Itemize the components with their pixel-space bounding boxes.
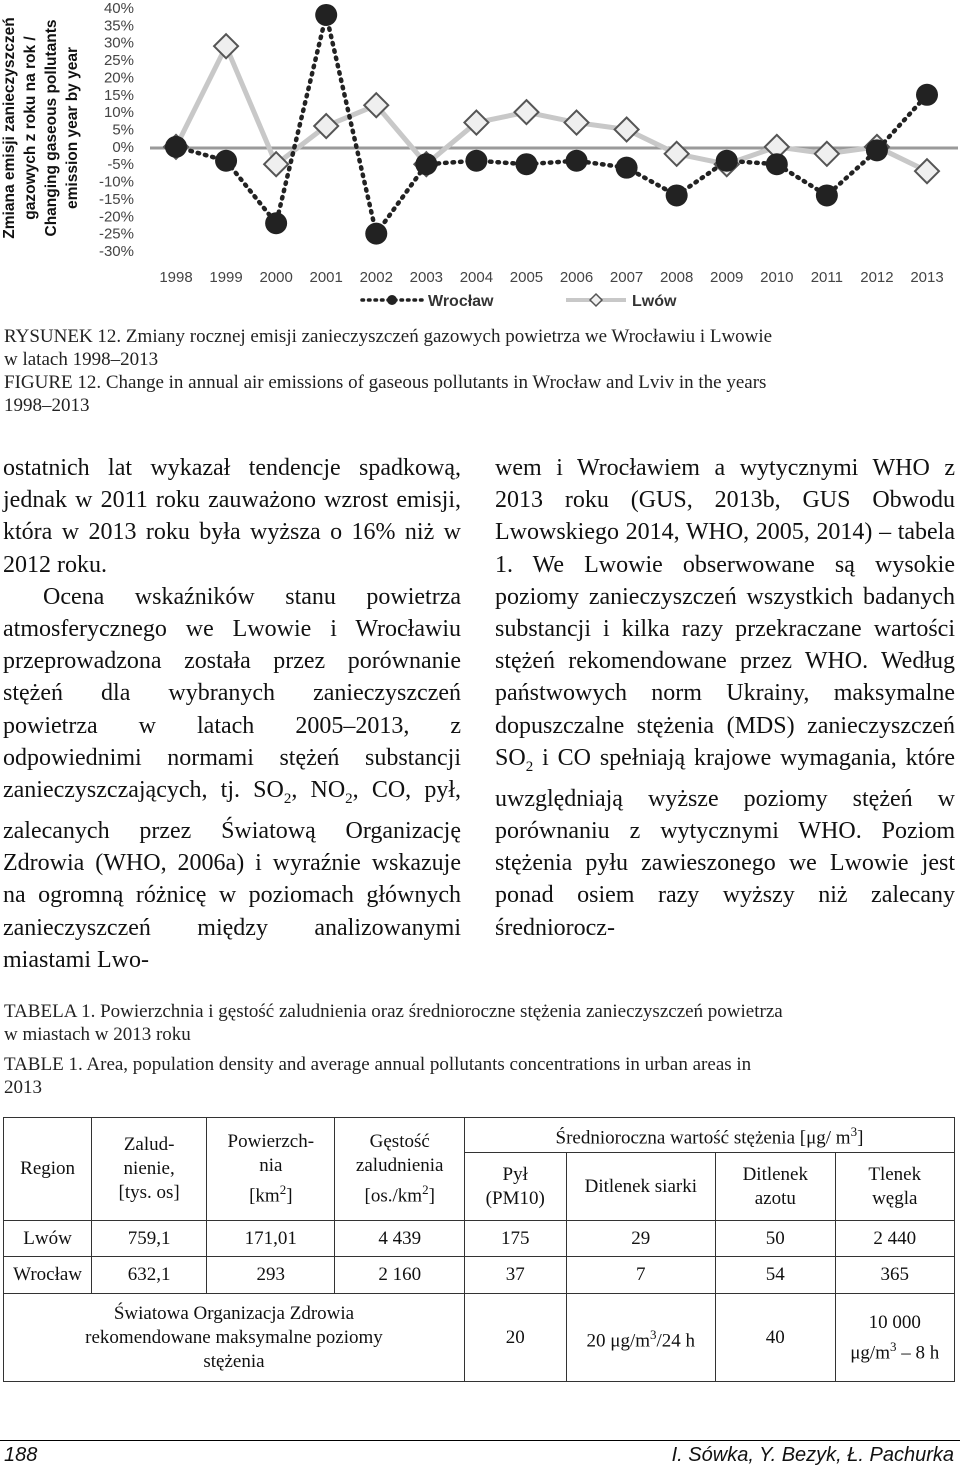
wroclaw-point [215,150,237,172]
header-text: Średnioroczna wartość stężenia [μg/ m [555,1127,851,1149]
cell-no2: 50 [716,1221,835,1257]
x-tick-label: 2012 [860,269,894,286]
y-tick-label: -20% [98,208,134,226]
body-text: , CO, pył, zalecanych przez Światową Organizację Zdrowia (WHO, 2006a) i wyraźnie wskazuje na ogromną różnicę w poziomach głównych zanieczyszczeń między analizowanymi miastami Lwo- [3,777,461,973]
cell-no2: 54 [716,1257,835,1294]
header-area [207,1118,335,1221]
wroclaw-point [465,150,487,172]
y-tick-label: 20% [103,69,134,87]
cell-so2: 7 [566,1257,716,1294]
cell-pm10: 175 [464,1221,566,1257]
x-tick-label: 1998 [159,269,193,286]
body-paragraph-1: ostatnich lat wykazał tendencje spadkową, jednak w 2011 roku zauważono wzrost emisji, która w 2013 roku była wyższa o 16% niż w 2012 roku. [3,455,461,578]
y-tick-label: 15% [103,86,134,104]
cell-text: rekomendowane maksymalne poziomy [85,1326,383,1348]
header-density [335,1118,464,1221]
cell-region: Wrocław [4,1257,92,1294]
y-tick-label: 30% [103,34,134,52]
y-tick-label: 10% [103,104,134,122]
table-caption [4,1000,956,1099]
lwow-point [915,159,939,183]
header-no2 [716,1153,835,1221]
header-text: nia [259,1155,283,1176]
figure-caption [4,325,956,417]
body-column-right [495,452,955,944]
legend-wroclaw-label: Wrocław [428,293,494,310]
header-population [92,1118,207,1221]
wroclaw-point [165,136,187,158]
subscript: 2 [283,790,292,807]
header-text: węgla [872,1187,918,1209]
cell-co: 365 [835,1257,955,1294]
y-tick-label: 35% [103,17,134,35]
header-text: [tys. os] [118,1182,180,1204]
header-text: ] [286,1185,293,1207]
x-tick-label: 2009 [710,269,744,286]
wroclaw-point [566,150,588,172]
cell-population: 759,1 [92,1221,207,1257]
wroclaw-point [315,4,337,26]
wroclaw-point [866,139,888,161]
cell-no2: 40 [716,1294,835,1382]
cell-text: Światowa Organizacja Zdrowia [113,1302,355,1324]
cell-who-label [4,1294,465,1382]
legend-lwow-label: Lwów [632,293,677,310]
superscript: 3 [650,1326,657,1342]
wroclaw-point [716,150,738,172]
wroclaw-point [666,184,688,206]
figure-caption-pl-line1: RYSUNEK 12. Zmiany rocznej emisji zanieczyszczeń gazowych powietrza we Wrocławiu i Lwowie [4,326,773,347]
subscript: 2 [345,790,353,807]
body-text: , NO [291,777,346,804]
cell-pm10: 20 [464,1294,566,1382]
y-tick-label: -15% [98,190,134,208]
cell-text: stężenia [203,1350,265,1372]
cell-area: 293 [207,1257,335,1294]
footer-rule [0,1440,960,1441]
table-caption-pl-line2: w miastach w 2013 roku [4,1024,191,1045]
cell-area: 171,01 [207,1221,335,1257]
wroclaw-line [176,15,927,234]
x-tick-label: 2013 [910,269,944,286]
cell-text: /24 h [656,1329,696,1351]
x-tick-label: 2006 [559,269,594,286]
footer-authors: I. Sówka, Y. Bezyk, Ł. Pachurka [671,1444,954,1466]
header-pm10 [464,1153,566,1221]
y-tick-label: -5% [107,156,134,174]
wroclaw-point [916,84,938,106]
wroclaw-point [616,157,638,179]
y-label-line: gazowych z roku na rok / [22,36,39,220]
header-text: Gęstość [369,1131,430,1152]
cell-text: μg/m [850,1341,890,1363]
cell-population: 632,1 [92,1257,207,1294]
lwow-point [615,118,639,142]
x-tick-label: 2008 [659,269,694,286]
x-tick-label: 2004 [459,269,494,286]
lwow-point [815,142,839,166]
header-text: [km [249,1185,280,1207]
header-text: (PM10) [485,1187,545,1209]
y-tick-label: 40% [103,0,134,17]
x-tick-label: 2011 [810,269,843,286]
table-caption-en-line1: TABLE 1. Area, population density and average annual pollutants concentrations in urban areas in [4,1054,752,1075]
cell-co [835,1294,955,1382]
x-tick-label: 2002 [359,269,393,286]
x-tick-label: 2003 [409,269,444,286]
header-concentration-group [464,1118,954,1153]
y-axis-label [1,17,81,238]
header-text: ] [428,1185,435,1207]
y-tick-label: 0% [112,138,134,156]
y-label-line: Changing gaseous pollutants [43,19,60,237]
wroclaw-point [515,153,537,175]
header-so2: Ditlenek siarki [566,1153,716,1221]
x-axis-ticks [159,269,943,286]
wroclaw-point [766,153,788,175]
y-axis-ticks [99,0,134,260]
header-text: Pył [502,1163,528,1185]
header-text: zaludnienia [355,1155,444,1176]
body-paragraph-2 [3,581,461,976]
table-row [4,1294,955,1382]
figure-caption-pl-line2: w latach 1998–2013 [4,349,159,370]
y-label-line: Zmiana emisji zanieczyszczeń [1,17,18,239]
cell-density: 4 439 [335,1221,464,1257]
lwow-point [514,100,538,124]
table-row [4,1257,955,1294]
table-caption-pl-line1: TABELA 1. Powierzchnia i gęstość zaludnienia oraz średnioroczne stężenia zanieczyszczeń powietrza [4,1001,783,1022]
page-number: 188 [4,1444,38,1466]
header-co [835,1153,955,1221]
subscript: 2 [525,758,534,775]
header-region: Region [4,1118,92,1221]
y-tick-label: -25% [98,225,134,243]
pollution-table [3,1117,955,1382]
figure-caption-en-line1: FIGURE 12. Change in annual air emissions of gaseous pollutants in Wrocław and Lviv in the years [4,372,767,393]
superscript: 2 [422,1182,429,1197]
header-text: Ditlenek [742,1163,808,1185]
x-tick-label: 1999 [209,269,243,286]
lwow-line [176,46,927,171]
wroclaw-point [816,184,838,206]
lwow-point [565,111,589,135]
header-text: ] [857,1127,864,1149]
cell-text: – 8 h [896,1341,940,1363]
header-text: Zalud- [123,1134,175,1156]
y-label-line: emission year by year [64,47,81,209]
x-tick-label: 2005 [509,269,544,286]
table-row [4,1221,955,1257]
x-tick-label: 2010 [760,269,794,286]
body-text: wem i Wrocławiem a wytycznymi WHO z 2013 roku (GUS, 2013b, GUS Obwodu Lwowskiego 2014, WHO, 2005, 2014) – tabela 1. We Lwowie obserwowane są wysokie poziomy zanieczyszczeń wszystkich badanych substancji i kilka razy przekraczane wartości stężeń rekomendowane przez WHO. Według państwowych norm Ukrainy, maksymalne dopuszczalne stężenia (MDS) zanieczyszczeń SO [495,455,955,771]
cell-text: 20 μg/m [586,1329,651,1351]
body-column-left [3,452,461,976]
superscript: 3 [890,1338,897,1354]
cell-region: Lwów [4,1221,92,1257]
cell-text: 10 000 [868,1311,921,1333]
chart-legend [362,293,677,310]
lwow-point [665,142,689,166]
emission-change-chart [0,0,960,318]
superscript: 2 [279,1182,287,1197]
y-tick-label: 5% [112,121,134,139]
y-tick-label: 25% [103,52,134,70]
body-text: i CO spełniają krajowe wymagania, które uwzględniają wyższe poziomy stężeń w porównaniu z wytycznymi WHO. Poziom stężenia pyłu zawieszonego we Lwowie jest ponad osiem razy wyższy niż zalecany średniorocz- [495,744,955,941]
figure-caption-en-line2: 1998–2013 [4,395,90,416]
wroclaw-point [415,153,437,175]
header-text: azotu [754,1187,796,1209]
wroclaw-point [265,212,287,234]
y-tick-label: -30% [98,243,134,260]
cell-pm10: 37 [464,1257,566,1294]
lwow-point [214,34,238,58]
superscript: 3 [850,1124,858,1139]
series-wroclaw [165,4,938,245]
header-text: Tlenek [868,1163,922,1185]
header-text: Powierzch- [227,1131,315,1152]
cell-co: 2 440 [835,1221,955,1257]
header-text: [os./km [364,1185,423,1207]
header-text: nienie, [123,1158,175,1180]
x-tick-label: 2000 [259,269,293,286]
body-text: Ocena wskaźników stanu powietrza atmosferycznego we Lwowie i Wrocławiu przeprowadzona została przez porównanie stężeń dla wybranych zanieczyszczeń powietrza w latach 2005–2013, z odpowiednimi normami stężeń substancji zanieczyszczających, tj. SO [3,583,461,804]
table-caption-en-line2: 2013 [4,1077,42,1098]
x-tick-label: 2007 [609,269,644,286]
cell-density: 2 160 [335,1257,464,1294]
wroclaw-point [365,223,387,245]
body-paragraph-3 [495,452,955,944]
y-tick-label: -10% [98,173,134,191]
legend-lwow-marker [590,294,602,306]
cell-so2 [566,1294,716,1382]
legend-wroclaw-marker [387,295,397,305]
x-tick-label: 2001 [309,269,343,286]
cell-so2: 29 [566,1221,716,1257]
